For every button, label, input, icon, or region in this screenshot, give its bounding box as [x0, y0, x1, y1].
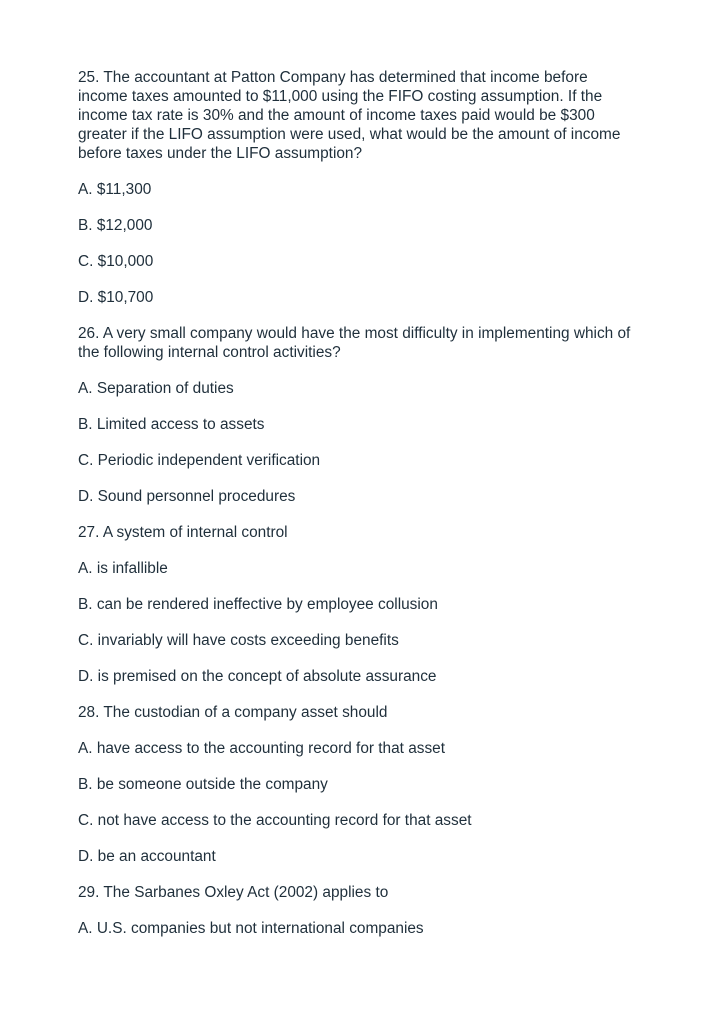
question-line: income tax rate is 30% and the amount of income taxes paid would be $300: [78, 107, 595, 124]
answer-option-d: D. $10,700: [78, 289, 154, 306]
answer-option-b: B. Limited access to assets: [78, 416, 265, 433]
question-line: before taxes under the LIFO assumption?: [78, 145, 363, 162]
answer-option-d: D. Sound personnel procedures: [78, 488, 296, 505]
question-line: 29. The Sarbanes Oxley Act (2002) applies to: [78, 884, 389, 901]
question-line: income taxes amounted to $11,000 using the FIFO costing assumption. If the: [78, 88, 603, 105]
answer-option-b: B. can be rendered ineffective by employee collusion: [78, 596, 438, 613]
question-line: 27. A system of internal control: [78, 524, 288, 541]
answer-option-a: A. $11,300: [78, 181, 152, 198]
answer-option-a: A. Separation of duties: [78, 380, 234, 397]
question-28: [78, 703, 688, 866]
question-line: 26. A very small company would have the most difficulty in implementing which of: [78, 325, 631, 342]
answer-option-d: D. be an accountant: [78, 848, 216, 865]
answer-option-c: C. invariably will have costs exceeding benefits: [78, 632, 399, 649]
question-line: the following internal control activities?: [78, 344, 341, 361]
question-line: 25. The accountant at Patton Company has determined that income before: [78, 69, 588, 86]
answer-option-d: D. is premised on the concept of absolute assurance: [78, 668, 437, 685]
question-26: [78, 324, 688, 506]
question-text: [78, 523, 688, 542]
question-25: [78, 68, 688, 307]
answer-option-c: C. $10,000: [78, 253, 154, 270]
question-text: [78, 324, 688, 362]
document-page: [78, 60, 688, 955]
question-line: 28. The custodian of a company asset should: [78, 704, 388, 721]
answer-option-b: B. $12,000: [78, 217, 153, 234]
question-text: [78, 703, 688, 722]
question-29: [78, 883, 688, 938]
question-text: [78, 883, 688, 902]
question-text: [78, 68, 688, 163]
answer-option-c: C. Periodic independent verification: [78, 452, 321, 469]
answer-option-a: A. have access to the accounting record for that asset: [78, 740, 446, 757]
answer-option-c: C. not have access to the accounting record for that asset: [78, 812, 472, 829]
question-line: greater if the LIFO assumption were used, what would be the amount of income: [78, 126, 621, 143]
question-27: [78, 523, 688, 686]
answer-option-a: A. U.S. companies but not international companies: [78, 920, 424, 937]
answer-option-b: B. be someone outside the company: [78, 776, 328, 793]
answer-option-a: A. is infallible: [78, 560, 168, 577]
